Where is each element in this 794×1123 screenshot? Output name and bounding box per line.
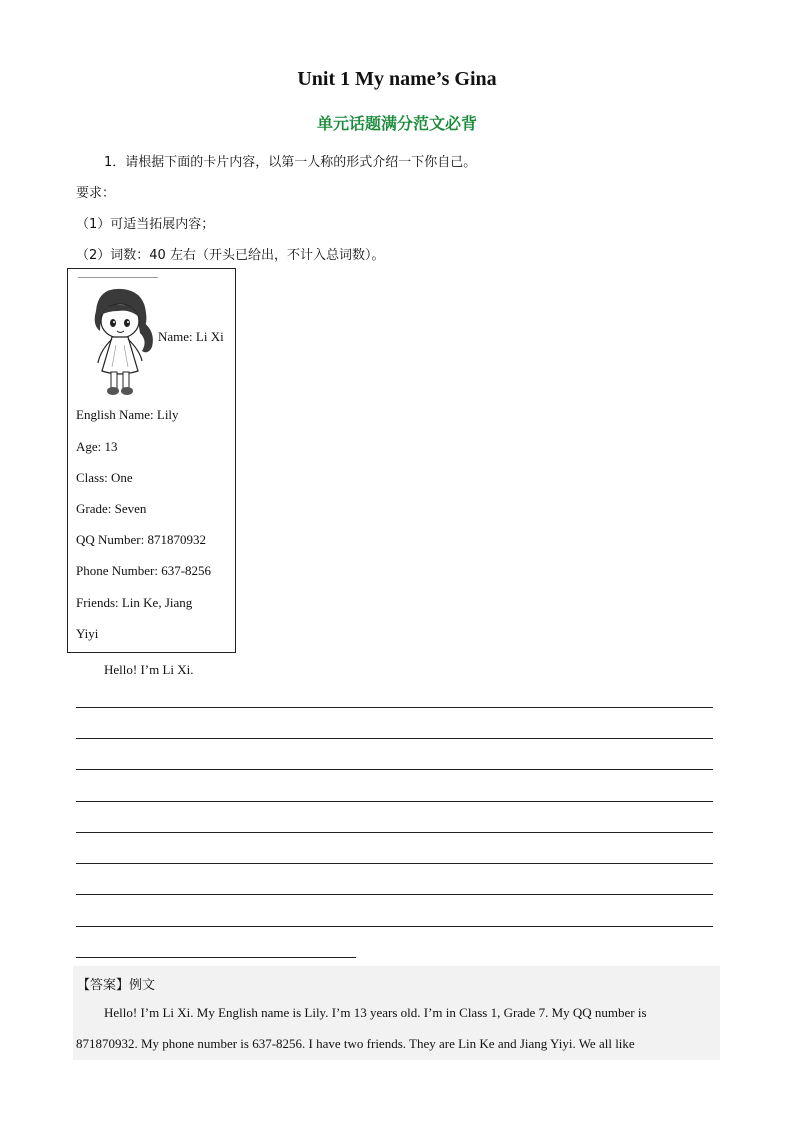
writing-line bbox=[76, 926, 713, 927]
card-english-name: English Name: Lily bbox=[76, 407, 179, 422]
writing-line-short bbox=[76, 957, 356, 958]
writing-line bbox=[76, 894, 713, 895]
card-qq-number: QQ Number: 871870932 bbox=[76, 532, 206, 547]
writing-line bbox=[76, 707, 713, 708]
instruction-4: （2）词数：40 左右（开头已给出，不计入总词数）。 bbox=[76, 248, 385, 263]
instruction-3: （1）可适当拓展内容； bbox=[76, 217, 215, 232]
writing-line bbox=[76, 832, 713, 833]
writing-line bbox=[76, 738, 713, 739]
card-friends: Friends: Lin Ke, Jiang bbox=[76, 595, 193, 610]
girl-illustration-icon bbox=[78, 281, 160, 399]
answer-line-2: 871870932. My phone number is 637-8256. I have two friends. They are Lin Ke and Jiang Yiyi. We all like bbox=[76, 1036, 635, 1051]
card-grade: Grade: Seven bbox=[76, 501, 147, 516]
page-subtitle: 单元话题满分范文必背 bbox=[316, 114, 477, 133]
info-card bbox=[67, 268, 236, 653]
card-phone-number: Phone Number: 637-8256 bbox=[76, 563, 212, 578]
card-friends-cont: Yiyi bbox=[76, 626, 99, 641]
writing-start: Hello! I’m Li Xi. bbox=[104, 662, 194, 677]
card-class: Class: One bbox=[76, 470, 133, 485]
answer-line-1: Hello! I’m Li Xi. My English name is Lily. I’m 13 years old. I’m in Class 1, Grade 7. My QQ number is bbox=[104, 1005, 647, 1020]
answer-section bbox=[73, 966, 720, 1060]
page-title: Unit 1 My name’s Gina bbox=[297, 68, 497, 90]
card-top-rule bbox=[78, 277, 158, 278]
instruction-2: 要求： bbox=[76, 186, 116, 201]
writing-line bbox=[76, 801, 713, 802]
card-age: Age: 13 bbox=[76, 439, 118, 454]
card-name: Name: Li Xi bbox=[158, 329, 224, 344]
writing-line bbox=[76, 769, 713, 770]
instruction-1: 1．请根据下面的卡片内容，以第一人称的形式介绍一下你自己。 bbox=[104, 155, 477, 170]
writing-line bbox=[76, 863, 713, 864]
answer-heading: 【答案】例文 bbox=[77, 978, 156, 993]
